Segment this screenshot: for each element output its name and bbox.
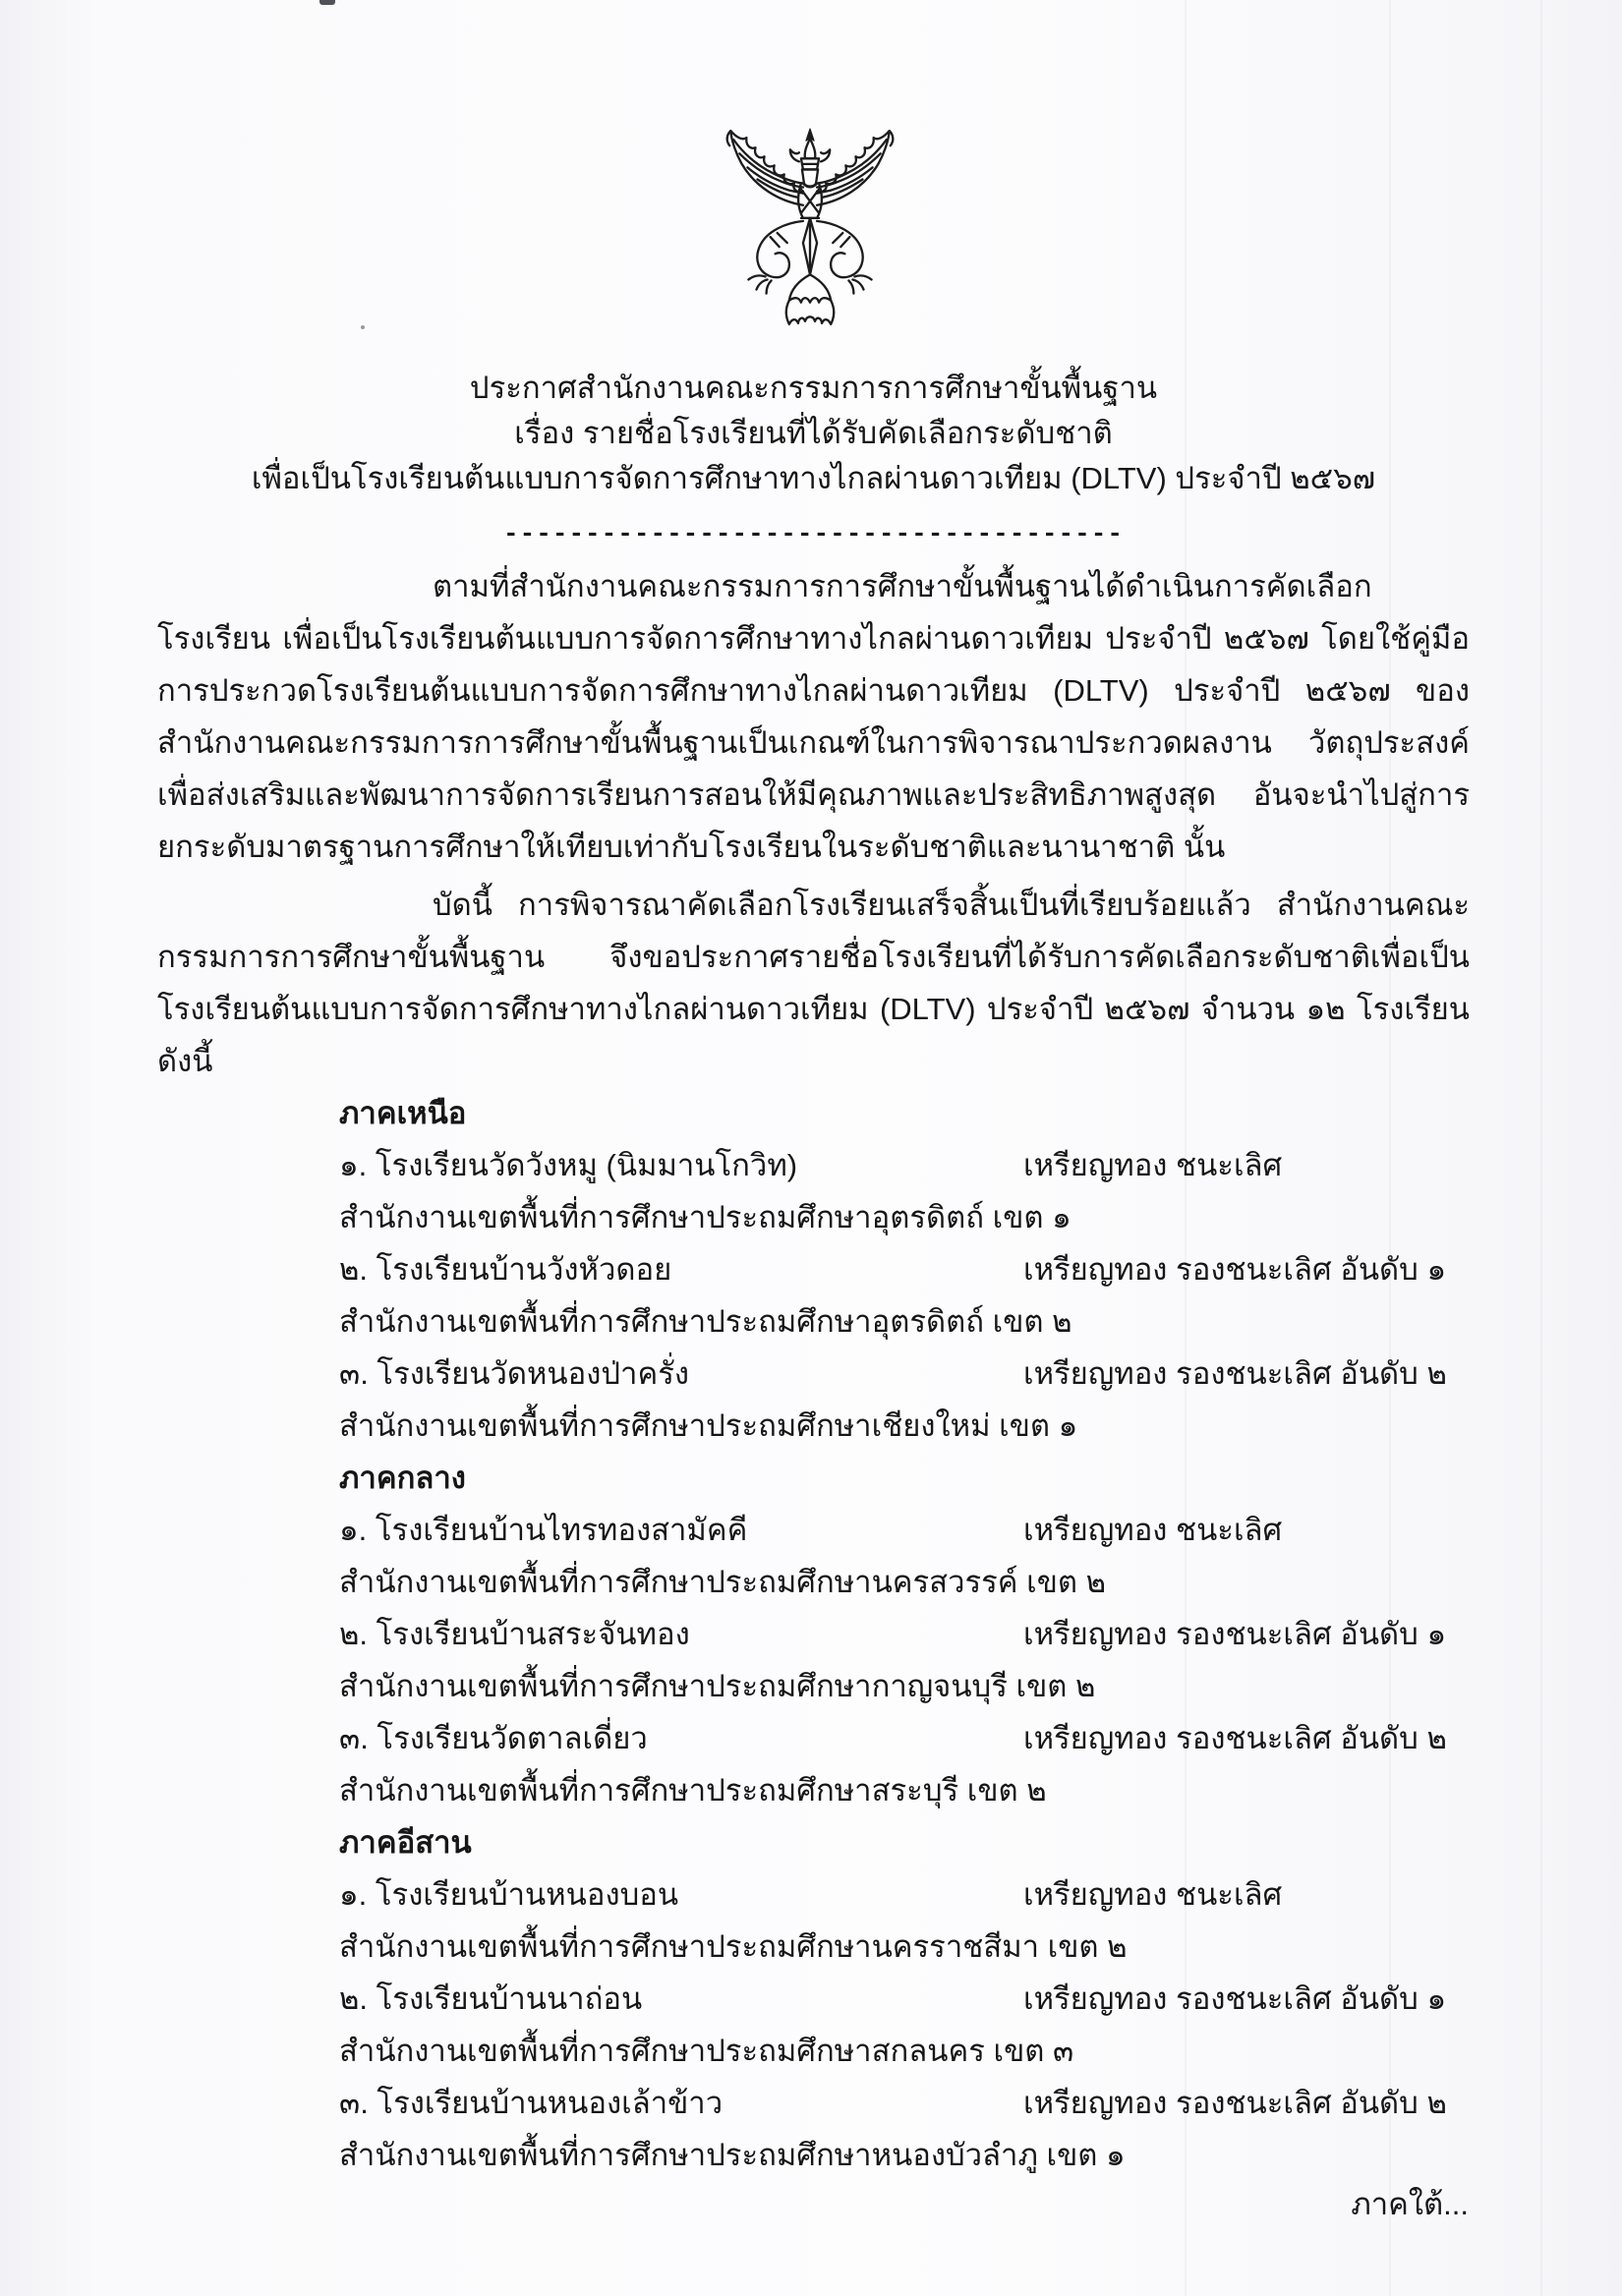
school-row [339,1868,1470,1921]
district-office: สำนักงานเขตพื้นที่การศึกษาประถมศึกษาสกลนคร เขต ๓ [339,2034,1074,2068]
school-name: ๒. โรงเรียนบ้านสระจันทอง [339,1617,690,1651]
school-name: ๓. โรงเรียนวัดหนองป่าครั่ง [339,1356,689,1391]
school-row [339,2077,1470,2129]
region-header-north: ภาคเหนือ [339,1096,467,1130]
garuda-emblem-icon [716,126,904,336]
school-row [339,1973,1470,2025]
paragraph-announcement: บัดนี้ การพิจารณาคัดเลือกโรงเรียนเสร็จสิ้นเป็นที่เรียบร้อยแล้ว สำนักงานคณะกรรมการการศึกษาขั้นพื้นฐาน จึงขอประกาศรายชื่อโรงเรียนที่ได้รับการคัดเลือกระดับชาติเพื่อเป็นโรงเรียนต้นแบบการจัดการศึกษาทางไกลผ่านดาวเทียม (DLTV) ประจำปี ๒๕๖๗ จำนวน ๑๒ โรงเรียน ดังนี้ [157,888,1470,1078]
paragraph-background: ตามที่สำนักงานคณะกรรมการการศึกษาขั้นพื้นฐานได้ดำเนินการคัดเลือกโรงเรียน เพื่อเป็นโรงเรียนต้นแบบการจัดการศึกษาทางไกลผ่านดาวเทียม ประจำปี ๒๕๖๗ โดยใช้คู่มือการประกวดโรงเรียนต้นแบบการจัดการศึกษาทางไกลผ่านดาวเทียม (DLTV) ประจำปี ๒๕๖๗ ของสำนักงานคณะกรรมการการศึกษาขั้นพื้นฐานเป็นเกณฑ์ในการพิจารณาประกวดผลงาน วัตถุประสงค์เพื่อส่งเสริมและพัฒนาการจัดการเรียนการสอนให้มีคุณภาพและประสิทธิภาพสูงสุด อันจะนำไปสู่การยกระดับมาตรฐานการศึกษาให้เทียบเท่ากับโรงเรียนในระดับชาติและนานาชาติ นั้น [157,569,1470,864]
award-label: เหรียญทอง รองชนะเลิศ อันดับ ๑ [1023,1617,1447,1651]
scan-artifact-line [1540,0,1542,2296]
school-name: ๒. โรงเรียนบ้านวังหัวดอย [339,1252,672,1287]
region-header-central: ภาคกลาง [339,1461,466,1495]
district-office: สำนักงานเขตพื้นที่การศึกษาประถมศึกษาอุตรดิตถ์ เขต ๑ [339,1200,1072,1234]
school-name: ๑. โรงเรียนบ้านไทรทองสามัคคี [339,1513,748,1547]
title-line-3: เพื่อเป็นโรงเรียนต้นแบบการจัดการศึกษาทางไกลผ่านดาวเทียม (DLTV) ประจำปี ๒๕๖๗ [251,461,1376,495]
award-label: เหรียญทอง รองชนะเลิศ อันดับ ๑ [1023,1252,1447,1287]
school-name: ๓. โรงเรียนบ้านหนองเล้าข้าว [339,2086,724,2120]
region-header-northeast: ภาคอีสาน [339,1825,472,1860]
school-row [339,1712,1470,1764]
scan-speck [319,0,335,5]
scan-speck [361,325,365,329]
award-label: เหรียญทอง รองชนะเลิศ อันดับ ๒ [1023,1721,1447,1755]
page-continuation-note: ภาคใต้... [1351,2187,1469,2221]
school-row [339,1608,1470,1660]
school-name: ๒. โรงเรียนบ้านนาถ่อน [339,1981,643,2016]
award-label: เหรียญทอง รองชนะเลิศ อันดับ ๒ [1023,2086,1447,2120]
district-office: สำนักงานเขตพื้นที่การศึกษาประถมศึกษานครราชสีมา เขต ๒ [339,1929,1128,1964]
school-name: ๑. โรงเรียนบ้านหนองบอน [339,1877,679,1912]
district-office: สำนักงานเขตพื้นที่การศึกษาประถมศึกษานครสวรรค์ เขต ๒ [339,1565,1107,1599]
award-label: เหรียญทอง ชนะเลิศ [1023,1513,1283,1547]
school-row [339,1348,1470,1400]
title-line-1: ประกาศสำนักงานคณะกรรมการการศึกษาขั้นพื้นฐาน [469,371,1158,405]
awarded-schools-list [339,1087,1470,2181]
award-label: เหรียญทอง ชนะเลิศ [1023,1148,1283,1182]
school-name: ๑. โรงเรียนวัดวังหมู (นิมมานโกวิท) [339,1148,798,1182]
announcement-title [157,366,1470,501]
school-name: ๓. โรงเรียนวัดตาลเดี่ยว [339,1721,648,1755]
district-office: สำนักงานเขตพื้นที่การศึกษาประถมศึกษาสระบุรี เขต ๒ [339,1773,1047,1808]
document-body [157,366,1470,2181]
school-row [339,1504,1470,1556]
award-label: เหรียญทอง รองชนะเลิศ อันดับ ๒ [1023,1356,1447,1391]
award-label: เหรียญทอง รองชนะเลิศ อันดับ ๑ [1023,1981,1447,2016]
dashed-divider: -------------------------------------- [503,519,1124,548]
district-office: สำนักงานเขตพื้นที่การศึกษาประถมศึกษาหนองบัวลำภู เขต ๑ [339,2138,1126,2172]
district-office: สำนักงานเขตพื้นที่การศึกษาประถมศึกษาเชียงใหม่ เขต ๑ [339,1408,1078,1443]
district-office: สำนักงานเขตพื้นที่การศึกษาประถมศึกษาอุตรดิตถ์ เขต ๒ [339,1304,1072,1339]
award-label: เหรียญทอง ชนะเลิศ [1023,1877,1283,1912]
title-line-2: เรื่อง รายชื่อโรงเรียนที่ได้รับคัดเลือกระดับชาติ [514,416,1113,450]
school-row [339,1139,1470,1191]
school-row [339,1243,1470,1295]
district-office: สำนักงานเขตพื้นที่การศึกษาประถมศึกษากาญจนบุรี เขต ๒ [339,1669,1096,1703]
